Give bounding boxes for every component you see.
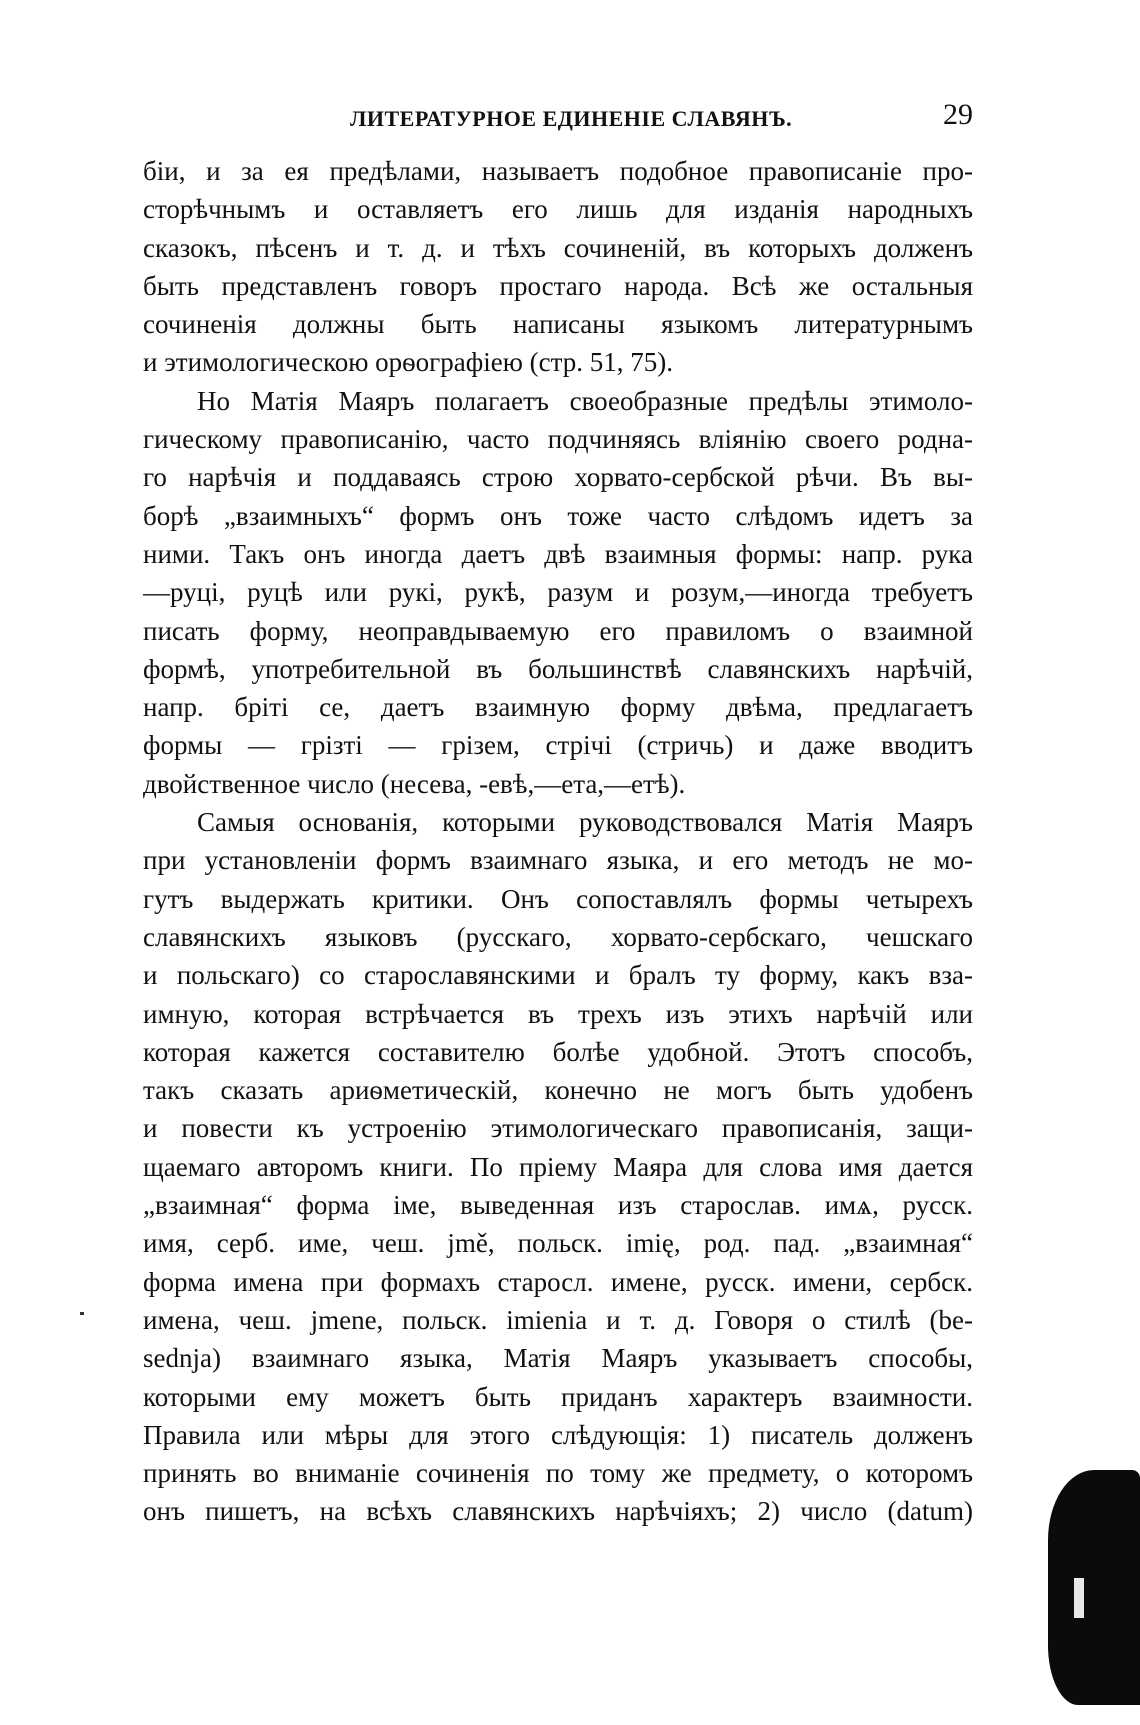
text-line: быть представленъ говоръ простаго народа. Всѣ же остальныя xyxy=(143,270,973,301)
text-line: принять во вниманіе сочиненія по тому же предмету, о которомъ xyxy=(143,1458,973,1489)
text-line: ними. Такъ онъ иногда даетъ двѣ взаимныя формы: напр. рука xyxy=(143,538,973,569)
text-line: Самыя основанія, которыми руководствовался Матія Маяръ xyxy=(197,807,973,838)
page-header xyxy=(143,98,973,138)
text-line: онъ пишетъ, на всѣхъ славянскихъ нарѣчіяхъ; 2) число (datum) xyxy=(143,1496,973,1527)
text-line: имя, серб. име, чеш. jmě, польск. imię, род. пад. „взаимная“ xyxy=(143,1228,973,1259)
text-line: го нарѣчія и поддаваясь строю хорвато-сербской рѣчи. Въ вы- xyxy=(143,462,973,493)
text-line: формы — грізті — грізем, стрічі (стричь) и даже вводитъ xyxy=(143,730,973,761)
text-line: Но Матія Маяръ полагаетъ своеобразные предѣлы этимоло- xyxy=(197,385,973,416)
page-number: 29 xyxy=(943,98,973,131)
text-line: и этимологическою орѳографіею (стр. 51, 75). xyxy=(143,347,673,378)
text-line: такъ сказать ариѳметическій, конечно не могъ быть удобенъ xyxy=(143,1075,973,1106)
text-line: двойственное число (несева, -евѣ,—ета,—етѣ). xyxy=(143,768,686,799)
text-line: писать форму, неоправдываемую его правиломъ о взаимной xyxy=(143,615,973,646)
text-line: sednja) взаимнаго языка, Матія Маяръ указываетъ способы, xyxy=(143,1343,973,1374)
page-edge-smudge xyxy=(1048,1470,1140,1705)
text-line: форма имена при формахъ старосл. имене, русск. имени, сербск. xyxy=(143,1266,973,1297)
text-line: сказокъ, пѣсенъ и т. д. и тѣхъ сочиненій, въ которыхъ долженъ xyxy=(143,232,973,263)
text-line: —руці, руцѣ или рукі, рукѣ, разум и розум,—иногда требуетъ xyxy=(143,577,973,608)
text-line: имную, которая встрѣчается въ трехъ изъ этихъ нарѣчій или xyxy=(143,998,973,1029)
text-line: и повести къ устроенію этимологическаго правописанія, защи- xyxy=(143,1113,973,1144)
text-line: и польскаго) со старославянскими и бралъ ту форму, какъ вза- xyxy=(143,960,973,991)
smudge-notch xyxy=(1074,1578,1084,1618)
text-line: сочиненія должны быть написаны языкомъ литературнымъ xyxy=(143,309,973,340)
text-line: гическому правописанію, часто подчиняясь вліянію своего родна- xyxy=(143,424,973,455)
text-line: которая кажется составителю болѣе удобной. Этотъ способъ, xyxy=(143,1036,973,1067)
text-line: біи, и за ея предѣлами, называетъ подобное правописаніе про- xyxy=(143,156,973,186)
text-line: борѣ „взаимныхъ“ формъ онъ тоже часто слѣдомъ идетъ за xyxy=(143,500,973,531)
text-line: которыми ему можетъ быть приданъ характеръ взаимности. xyxy=(143,1381,973,1412)
text-line: формѣ, употребительной въ большинствѣ славянскихъ нарѣчій, xyxy=(143,653,973,684)
text-line: напр. бріті се, даетъ взаимную форму двѣма, предлагаетъ xyxy=(143,692,973,723)
text-line: имена, чеш. jmene, польск. imienia и т. д. Говоря о стилѣ (be- xyxy=(143,1304,973,1335)
text-line: щаемаго авторомъ книги. По пріему Маяра для слова имя дается xyxy=(143,1151,973,1182)
text-line: славянскихъ языковъ (русскаго, хорвато-сербскаго, чешскаго xyxy=(143,921,973,952)
body-text xyxy=(143,152,973,1531)
text-line: гутъ выдержать критики. Онъ сопоставлялъ формы четырехъ xyxy=(143,883,973,914)
stray-mark xyxy=(80,1312,84,1315)
text-line: Правила или мѣры для этого слѣдующія: 1) писатель долженъ xyxy=(143,1419,973,1450)
running-title: ЛИТЕРАТУРНОЕ ЕДИНЕНІЕ СЛАВЯНЪ. xyxy=(350,106,793,131)
text-line: „взаимная“ форма іме, выведенная изъ старослав. имѧ, русск. xyxy=(143,1190,973,1221)
text-line: при установленіи формъ взаимнаго языка, и его методъ не мо- xyxy=(143,845,973,876)
text-line: сторѣчнымъ и оставляетъ его лишь для изданія народныхъ xyxy=(143,194,973,225)
